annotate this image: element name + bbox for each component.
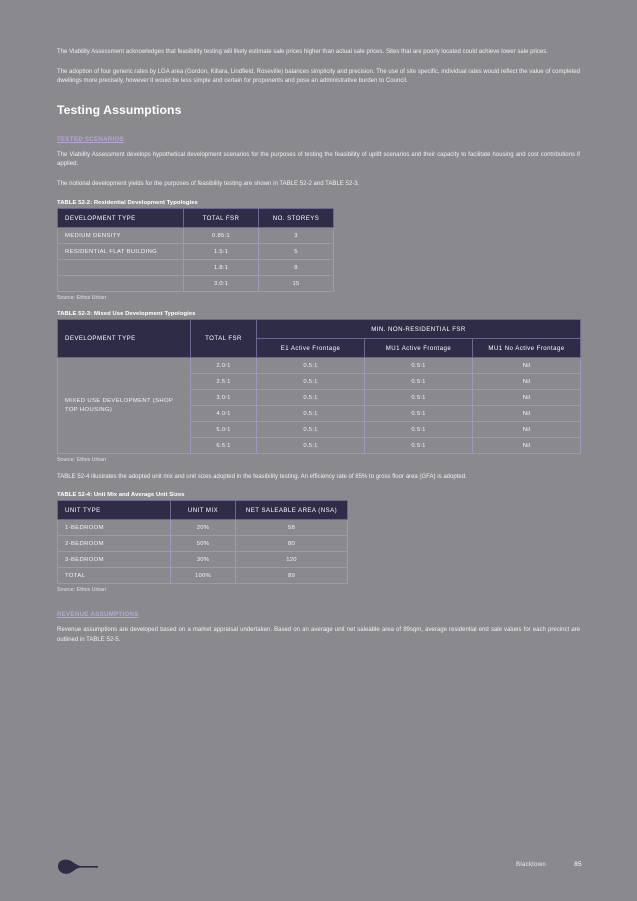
cell-mu1-no-active-frontage: Nil: [473, 437, 581, 453]
tested-scenarios-heading-wrap: [57, 128, 580, 151]
cell-net-saleable-area: 58: [236, 520, 348, 536]
cell-unit-mix: 20%: [171, 520, 236, 536]
revenue-assumptions-paragraph: Revenue assumptions are developed based on a market appraisal undertaken. Based on an average unit net saleable area of 89sqm, average residential end sale values for each precinct are outlined in TABLE 52-5.: [57, 627, 580, 643]
table-residential-source: Source: Ethos Urban: [57, 294, 107, 301]
cell-development-type: MEDIUM DENSITY: [58, 227, 184, 243]
cell-total-fsr: 4.0:1: [191, 405, 257, 421]
cell-total-fsr: 6.5:1: [191, 437, 257, 453]
cell-mu1-no-active-frontage: Nil: [473, 389, 581, 405]
table-mixed-use-source: Source: Ethos Urban: [57, 456, 107, 463]
tested-scenarios-paragraph-2: The notional development yields for the purposes of feasibility testing are shown in TABLE 52-2 and TABLE 52-3.: [57, 180, 360, 187]
section-heading: Testing Assumptions: [57, 102, 182, 117]
cell-mu1-no-active-frontage: Nil: [473, 373, 581, 389]
cell-total-fsr: 0.85:1: [184, 227, 259, 243]
logo-icon: [57, 857, 99, 879]
cell-mu1-active-frontage: 0.5:1: [365, 389, 473, 405]
intro-paragraph-2: The adoption of four generic rates by LGA area (Gordon, Killara, Lindfield, Roseville) balances simplicity and precision. The use of site specific, individual rates would reflect the value of completed dwellings more precisely, however it would be less simple and certain for proponents and pose an administrative burden to Council.: [57, 68, 580, 85]
cell-total-fsr: 3.0:1: [191, 389, 257, 405]
cell-no-storeys: 15: [259, 275, 334, 291]
cell-net-saleable-area: 120: [236, 552, 348, 568]
table-header-row: [58, 208, 334, 227]
tested-scenarios-paragraph-1: The Viability Assessment develops hypothetical development scenarios for the purposes of testing the feasibility of uplift scenarios and their capacity to facilitate housing and cost contributions if applied.: [57, 151, 580, 168]
cell-unit-mix: 50%: [171, 536, 236, 552]
cell-net-saleable-area: 89: [236, 568, 348, 584]
table-row: [58, 243, 334, 259]
column-header-total-fsr: TOTAL FSR: [191, 319, 257, 357]
column-header-unit-mix: UNIT MIX: [171, 501, 236, 520]
column-header-mu1-no-active-frontage: MU1 No Active Frontage: [473, 338, 581, 357]
column-header-mu1-active-frontage: MU1 Active Frontage: [365, 338, 473, 357]
table-row: [58, 357, 581, 373]
table-header-row: [58, 501, 348, 520]
cell-unit-type: TOTAL: [58, 568, 171, 584]
tested-scenarios-heading: TESTED SCENARIOS: [57, 135, 124, 143]
column-header-min-non-residential-fsr: MIN. NON-RESIDENTIAL FSR: [257, 319, 581, 338]
table-unit-mix-caption: TABLE 52-4: Unit Mix and Average Unit Sizes: [57, 492, 185, 499]
column-header-net-saleable-area: NET SALEABLE AREA (NSA): [236, 501, 348, 520]
table-residential: [57, 208, 334, 292]
revenue-assumptions-heading-wrap: [57, 603, 580, 626]
cell-mu1-no-active-frontage: Nil: [473, 405, 581, 421]
cell-unit-mix: 100%: [171, 568, 236, 584]
cell-no-storeys: 8: [259, 259, 334, 275]
cell-e1-active-frontage: 0.5:1: [257, 405, 365, 421]
footer-meta: [516, 861, 582, 868]
intro-paragraph-1: The Viability Assessment acknowledges that feasibility testing will likely estimate sale prices higher than actual sale prices. Sites that are poorly located could achieve lower sale prices.: [57, 49, 548, 55]
cell-development-type: MIXED USE DEVELOPMENT (SHOP TOP HOUSING): [58, 357, 191, 453]
cell-total-fsr: 1.5:1: [184, 243, 259, 259]
cell-total-fsr: 2.0:1: [191, 357, 257, 373]
cell-mu1-no-active-frontage: Nil: [473, 421, 581, 437]
revenue-assumptions-heading: REVENUE ASSUMPTIONS: [57, 611, 139, 619]
table-row: [58, 536, 348, 552]
cell-unit-type: 3-BEDROOM: [58, 552, 171, 568]
page-footer: [0, 841, 637, 901]
cell-mu1-active-frontage: 0.5:1: [365, 405, 473, 421]
column-header-development-type: DEVELOPMENT TYPE: [58, 208, 184, 227]
cell-e1-active-frontage: 0.5:1: [257, 373, 365, 389]
cell-development-type: [58, 259, 184, 275]
cell-unit-type: 1-BEDROOM: [58, 520, 171, 536]
table-mixed-use-caption: TABLE 52-3: Mixed Use Development Typologies: [57, 310, 196, 317]
table-mixed-use: [57, 319, 581, 454]
cell-net-saleable-area: 80: [236, 536, 348, 552]
cell-mu1-no-active-frontage: Nil: [473, 357, 581, 373]
cell-total-fsr: 1.8:1: [184, 259, 259, 275]
cell-no-storeys: 3: [259, 227, 334, 243]
cell-e1-active-frontage: 0.5:1: [257, 437, 365, 453]
column-header-no-storeys: NO. STOREYS: [259, 208, 334, 227]
cell-development-type: [58, 275, 184, 291]
column-header-development-type: DEVELOPMENT TYPE: [58, 319, 191, 357]
table-residential-caption: TABLE 52-2: Residential Development Typologies: [57, 199, 198, 206]
column-header-e1-active-frontage: E1 Active Frontage: [257, 338, 365, 357]
cell-no-storeys: 5: [259, 243, 334, 259]
cell-total-fsr: 3.0:1: [184, 275, 259, 291]
cell-e1-active-frontage: 0.5:1: [257, 389, 365, 405]
table-row: [58, 275, 334, 291]
unit-mix-paragraph: TABLE 52-4 illustrates the adopted unit mix and unit sizes adopted in the feasibility testing. An efficiency rate of 85% to gross floor area (GFA) is adopted.: [57, 473, 467, 480]
table-row: [58, 520, 348, 536]
table-unit-mix-source: Source: Ethos Urban: [57, 587, 107, 594]
cell-total-fsr: 2.5:1: [191, 373, 257, 389]
column-header-unit-type: UNIT TYPE: [58, 501, 171, 520]
cell-unit-mix: 30%: [171, 552, 236, 568]
cell-mu1-active-frontage: 0.5:1: [365, 421, 473, 437]
cell-mu1-active-frontage: 0.5:1: [365, 357, 473, 373]
cell-mu1-active-frontage: 0.5:1: [365, 373, 473, 389]
table-unit-mix: [57, 500, 348, 584]
table-row: [58, 227, 334, 243]
cell-development-type: RESIDENTIAL FLAT BUILDING: [58, 243, 184, 259]
footer-text: Blacktown: [516, 862, 547, 868]
table-header-row-top: [58, 319, 581, 338]
cell-total-fsr: 5.0:1: [191, 421, 257, 437]
cell-e1-active-frontage: 0.5:1: [257, 357, 365, 373]
table-row: [58, 568, 348, 584]
cell-unit-type: 2-BEDROOM: [58, 536, 171, 552]
column-header-total-fsr: TOTAL FSR: [184, 208, 259, 227]
page-content: [57, 48, 580, 655]
table-row: [58, 259, 334, 275]
cell-mu1-active-frontage: 0.5:1: [365, 437, 473, 453]
table-row: [58, 552, 348, 568]
footer-page-number: 85: [574, 861, 582, 868]
cell-e1-active-frontage: 0.5:1: [257, 421, 365, 437]
